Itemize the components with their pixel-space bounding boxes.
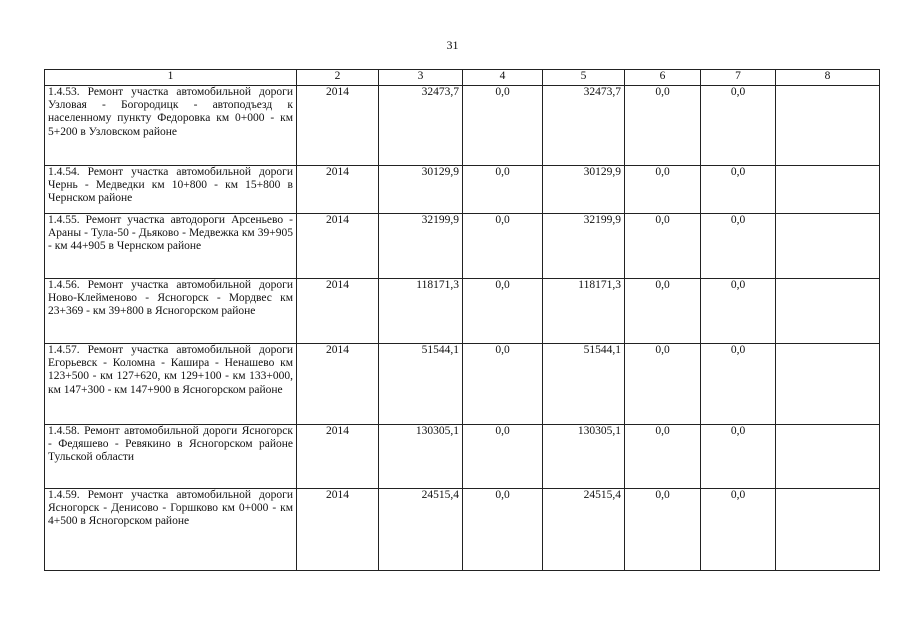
page-number: 31 xyxy=(446,38,459,52)
notes-cell xyxy=(776,279,880,344)
description-cell: 1.4.59. Ремонт участка автомобильной дороги Ясногорск - Денисово - Горшково км 0+000 - км 4+500 в Ясногорском районе xyxy=(45,489,297,571)
header-cell: 8 xyxy=(776,70,880,86)
value-cell: 30129,9 xyxy=(379,166,463,214)
value-cell: 0,0 xyxy=(701,279,776,344)
notes-cell xyxy=(776,166,880,214)
description-cell: 1.4.55. Ремонт участка автодороги Арсеньево - Араны - Тула-50 - Дьяково - Медвежка км 39+905 - км 44+905 в Чернском районе xyxy=(45,214,297,279)
value-cell: 0,0 xyxy=(625,166,701,214)
year-cell: 2014 xyxy=(297,279,379,344)
value-cell: 0,0 xyxy=(625,86,701,166)
notes-cell xyxy=(776,344,880,425)
value-cell: 0,0 xyxy=(701,425,776,489)
header-cell: 7 xyxy=(701,70,776,86)
year-cell: 2014 xyxy=(297,214,379,279)
header-cell: 2 xyxy=(297,70,379,86)
budget-table xyxy=(44,69,880,571)
value-cell: 0,0 xyxy=(701,86,776,166)
table-row xyxy=(45,425,880,489)
header-cell: 6 xyxy=(625,70,701,86)
description-cell: 1.4.57. Ремонт участка автомобильной дороги Егорьевск - Коломна - Кашира - Ненашево км 123+500 - км 127+620, км 129+100 - км 133+000, км 147+300 - км 147+900 в Ясногорском районе xyxy=(45,344,297,425)
notes-cell xyxy=(776,425,880,489)
value-cell: 24515,4 xyxy=(379,489,463,571)
value-cell: 0,0 xyxy=(463,86,543,166)
description-cell: 1.4.58. Ремонт автомобильной дороги Ясногорск - Федяшево - Ревякино в Ясногорском районе Тульской области xyxy=(45,425,297,489)
value-cell: 32199,9 xyxy=(543,214,625,279)
value-cell: 0,0 xyxy=(701,344,776,425)
value-cell: 0,0 xyxy=(463,214,543,279)
description-cell: 1.4.54. Ремонт участка автомобильной дороги Чернь - Медведки км 10+800 - км 15+800 в Чернском районе xyxy=(45,166,297,214)
value-cell: 30129,9 xyxy=(543,166,625,214)
value-cell: 0,0 xyxy=(625,279,701,344)
value-cell: 0,0 xyxy=(625,489,701,571)
value-cell: 32199,9 xyxy=(379,214,463,279)
value-cell: 51544,1 xyxy=(379,344,463,425)
table-row xyxy=(45,489,880,571)
year-cell: 2014 xyxy=(297,425,379,489)
header-cell: 4 xyxy=(463,70,543,86)
notes-cell xyxy=(776,489,880,571)
value-cell: 0,0 xyxy=(463,489,543,571)
year-cell: 2014 xyxy=(297,344,379,425)
value-cell: 32473,7 xyxy=(543,86,625,166)
description-cell: 1.4.56. Ремонт участка автомобильной дороги Ново-Клейменово - Ясногорск - Мордвес км 23+369 - км 39+800 в Ясногорском районе xyxy=(45,279,297,344)
notes-cell xyxy=(776,214,880,279)
value-cell: 0,0 xyxy=(625,344,701,425)
table-row xyxy=(45,344,880,425)
value-cell: 118171,3 xyxy=(543,279,625,344)
notes-cell xyxy=(776,86,880,166)
value-cell: 0,0 xyxy=(701,166,776,214)
value-cell: 0,0 xyxy=(701,214,776,279)
value-cell: 0,0 xyxy=(463,279,543,344)
value-cell: 24515,4 xyxy=(543,489,625,571)
value-cell: 0,0 xyxy=(701,489,776,571)
table-row xyxy=(45,86,880,166)
description-cell: 1.4.53. Ремонт участка автомобильной дороги Узловая - Богородицк - автоподъезд к населенному пункту Федоровка км 0+000 - км 5+200 в Узловском районе xyxy=(45,86,297,166)
table-row xyxy=(45,166,880,214)
year-cell: 2014 xyxy=(297,489,379,571)
header-cell: 5 xyxy=(543,70,625,86)
year-cell: 2014 xyxy=(297,86,379,166)
value-cell: 32473,7 xyxy=(379,86,463,166)
header-cell: 1 xyxy=(45,70,297,86)
value-cell: 0,0 xyxy=(463,344,543,425)
value-cell: 0,0 xyxy=(463,425,543,489)
table-row xyxy=(45,279,880,344)
value-cell: 51544,1 xyxy=(543,344,625,425)
year-cell: 2014 xyxy=(297,166,379,214)
value-cell: 130305,1 xyxy=(379,425,463,489)
value-cell: 118171,3 xyxy=(379,279,463,344)
value-cell: 130305,1 xyxy=(543,425,625,489)
value-cell: 0,0 xyxy=(463,166,543,214)
value-cell: 0,0 xyxy=(625,425,701,489)
header-cell: 3 xyxy=(379,70,463,86)
header-row xyxy=(45,70,880,86)
value-cell: 0,0 xyxy=(625,214,701,279)
table-row xyxy=(45,214,880,279)
